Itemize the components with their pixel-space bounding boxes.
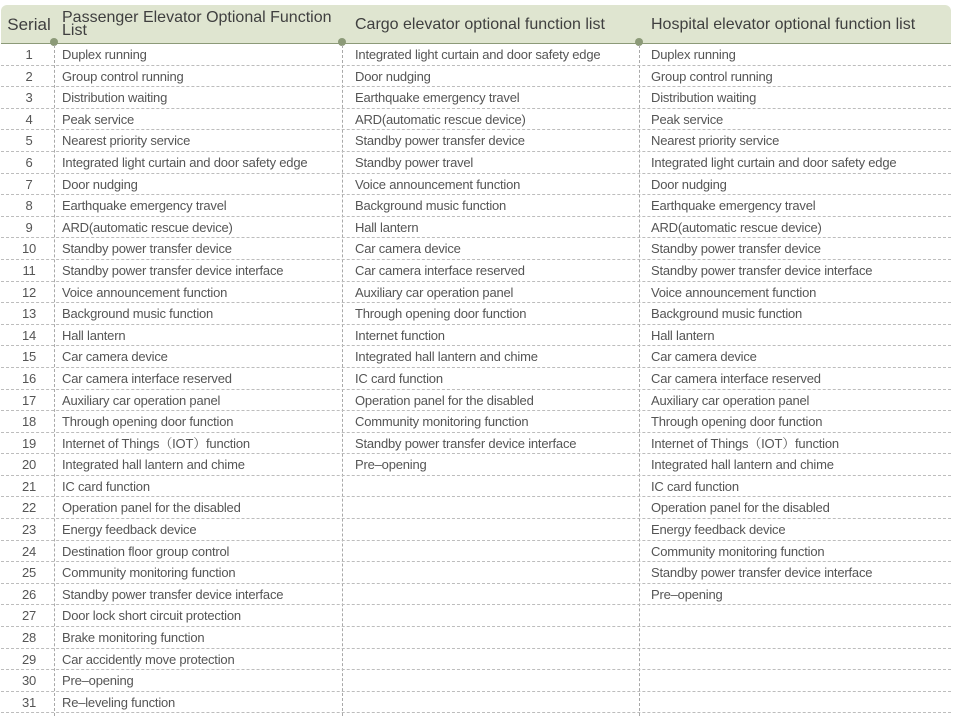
table-body <box>1 44 951 713</box>
table-row <box>1 433 951 455</box>
serial-cell: 16 <box>21 370 37 386</box>
hospital-function-cell: Peak service <box>651 111 724 127</box>
hospital-function-cell: Operation panel for the disabled <box>651 500 830 516</box>
serial-cell: 14 <box>21 327 37 343</box>
serial-cell: 29 <box>21 651 37 667</box>
header-passenger: Passenger Elevator Optional Function List <box>62 9 332 39</box>
passenger-function-cell: Duplex running <box>62 47 147 62</box>
hospital-function-cell: Background music function <box>651 306 803 322</box>
cargo-function-cell: Voice announcement function <box>355 176 521 192</box>
passenger-function-cell: Door lock short circuit protection <box>62 608 241 624</box>
table-row <box>1 627 951 649</box>
table-row <box>1 325 951 347</box>
passenger-function-cell: Operation panel for the disabled <box>62 500 241 516</box>
cargo-function-cell: Auxiliary car operation panel <box>355 284 514 300</box>
passenger-function-cell: Integrated hall lantern and chime <box>62 457 245 473</box>
serial-cell: 6 <box>25 154 33 170</box>
passenger-function-cell: Peak service <box>62 111 135 127</box>
table-row <box>1 368 951 390</box>
table-row <box>1 66 951 88</box>
serial-cell: 28 <box>21 630 37 646</box>
serial-cell: 18 <box>21 414 37 430</box>
table-row <box>1 670 951 692</box>
cargo-function-cell: Earthquake emergency travel <box>355 90 520 106</box>
passenger-function-cell: Brake monitoring function <box>62 630 205 646</box>
hospital-function-cell: Duplex running <box>651 47 736 62</box>
passenger-function-cell: Internet of Things（IOT）function <box>62 435 250 451</box>
serial-cell: 2 <box>25 68 33 84</box>
cargo-function-cell: Car camera interface reserved <box>355 262 525 278</box>
passenger-function-cell: Standby power transfer device interface <box>62 586 284 602</box>
passenger-function-cell: Voice announcement function <box>62 284 228 300</box>
hospital-function-cell: Community monitoring function <box>651 543 825 559</box>
table-row <box>1 454 951 476</box>
cargo-function-cell: Standby power transfer device <box>355 133 525 149</box>
hospital-function-cell: Voice announcement function <box>651 284 817 300</box>
serial-cell: 27 <box>21 608 37 624</box>
cargo-function-cell: Background music function <box>355 198 507 214</box>
cargo-function-cell: Pre–opening <box>355 457 427 473</box>
hospital-function-cell: Group control running <box>651 68 773 84</box>
serial-cell: 31 <box>21 694 37 710</box>
cargo-function-cell: Standby power transfer device interface <box>355 435 577 451</box>
hospital-function-cell: Auxiliary car operation panel <box>651 392 810 408</box>
passenger-function-cell: Pre–opening <box>62 673 134 689</box>
serial-cell: 22 <box>21 500 37 516</box>
serial-cell: 30 <box>21 673 37 689</box>
table-row <box>1 152 951 174</box>
cargo-function-cell: Internet function <box>355 327 445 343</box>
table-row <box>1 260 951 282</box>
table-row <box>1 390 951 412</box>
passenger-function-cell: Integrated light curtain and door safety edge <box>62 154 308 170</box>
serial-cell: 9 <box>25 219 33 235</box>
serial-cell: 7 <box>25 176 33 192</box>
hospital-function-cell: Integrated hall lantern and chime <box>651 457 834 473</box>
hospital-function-cell: Car camera interface reserved <box>651 370 821 386</box>
hospital-function-cell: Internet of Things（IOT）function <box>651 435 839 451</box>
passenger-function-cell: Car accidently move protection <box>62 651 235 667</box>
cargo-function-cell: Integrated light curtain and door safety edge <box>355 47 601 62</box>
cargo-function-cell: Door nudging <box>355 68 431 84</box>
serial-cell: 17 <box>21 392 37 408</box>
passenger-function-cell: Earthquake emergency travel <box>62 198 227 214</box>
hospital-function-cell: Door nudging <box>651 176 727 192</box>
table-row <box>1 238 951 260</box>
hospital-function-cell: Earthquake emergency travel <box>651 198 816 214</box>
passenger-function-cell: Door nudging <box>62 176 138 192</box>
table-row <box>1 217 951 239</box>
table-row <box>1 692 951 714</box>
table-header <box>1 5 951 44</box>
table-row <box>1 649 951 671</box>
passenger-function-cell: Background music function <box>62 306 214 322</box>
passenger-function-cell: Distribution waiting <box>62 90 168 106</box>
table-row <box>1 130 951 152</box>
serial-cell: 25 <box>21 565 37 581</box>
serial-cell: 13 <box>21 306 37 322</box>
table-row <box>1 87 951 109</box>
passenger-function-cell: Auxiliary car operation panel <box>62 392 221 408</box>
passenger-function-cell: Hall lantern <box>62 327 126 343</box>
table-row <box>1 44 951 66</box>
table-row <box>1 174 951 196</box>
hospital-function-cell: Hall lantern <box>651 327 715 343</box>
cargo-function-cell: ARD(automatic rescue device) <box>355 111 526 127</box>
cargo-function-cell: Through opening door function <box>355 306 527 322</box>
serial-cell: 1 <box>25 47 33 62</box>
header-serial: Serial <box>7 14 51 34</box>
serial-cell: 8 <box>25 198 33 214</box>
table-row <box>1 346 951 368</box>
passenger-function-cell: Car camera interface reserved <box>62 370 232 386</box>
passenger-function-cell: Energy feedback device <box>62 522 197 538</box>
table-row <box>1 303 951 325</box>
table-row <box>1 282 951 304</box>
passenger-function-cell: Destination floor group control <box>62 543 230 559</box>
table-row <box>1 541 951 563</box>
function-table <box>1 5 951 713</box>
serial-cell: 12 <box>21 284 37 300</box>
serial-cell: 26 <box>21 586 37 602</box>
hospital-function-cell: Nearest priority service <box>651 133 780 149</box>
serial-cell: 15 <box>21 349 37 365</box>
passenger-function-cell: Car camera device <box>62 349 168 365</box>
hospital-function-cell: Standby power transfer device interface <box>651 565 873 581</box>
table-row <box>1 411 951 433</box>
table-row <box>1 605 951 627</box>
hospital-function-cell: ARD(automatic rescue device) <box>651 219 822 235</box>
passenger-function-cell: Standby power transfer device interface <box>62 262 284 278</box>
hospital-function-cell: IC card function <box>651 478 739 494</box>
hospital-function-cell: Car camera device <box>651 349 757 365</box>
hospital-function-cell: Standby power transfer device interface <box>651 262 873 278</box>
table-row <box>1 497 951 519</box>
hospital-function-cell: Through opening door function <box>651 414 823 430</box>
cargo-function-cell: Integrated hall lantern and chime <box>355 349 538 365</box>
passenger-function-cell: Group control running <box>62 68 184 84</box>
table-row <box>1 519 951 541</box>
hospital-function-cell: Energy feedback device <box>651 522 786 538</box>
cargo-function-cell: Operation panel for the disabled <box>355 392 534 408</box>
serial-cell: 23 <box>21 522 37 538</box>
passenger-function-cell: ARD(automatic rescue device) <box>62 219 233 235</box>
cargo-function-cell: Hall lantern <box>355 219 419 235</box>
passenger-function-cell: Nearest priority service <box>62 133 191 149</box>
hospital-function-cell: Integrated light curtain and door safety edge <box>651 154 897 170</box>
serial-cell: 3 <box>25 90 33 106</box>
hospital-function-cell: Pre–opening <box>651 586 723 602</box>
cargo-function-cell: Standby power travel <box>355 154 474 170</box>
table-row <box>1 109 951 131</box>
hospital-function-cell: Distribution waiting <box>651 90 757 106</box>
serial-cell: 4 <box>25 111 33 127</box>
serial-cell: 24 <box>21 543 37 559</box>
cargo-function-cell: Car camera device <box>355 241 461 257</box>
passenger-function-cell: Standby power transfer device <box>62 241 232 257</box>
header-hospital: Hospital elevator optional function list <box>651 15 916 33</box>
cargo-function-cell: Community monitoring function <box>355 414 529 430</box>
table-row <box>1 476 951 498</box>
passenger-function-cell: Through opening door function <box>62 414 234 430</box>
serial-cell: 11 <box>22 262 36 278</box>
serial-cell: 5 <box>25 133 33 149</box>
hospital-function-cell: Standby power transfer device <box>651 241 821 257</box>
cargo-function-cell: IC card function <box>355 370 443 386</box>
table-row <box>1 195 951 217</box>
serial-cell: 19 <box>21 435 37 451</box>
passenger-function-cell: Community monitoring function <box>62 565 236 581</box>
passenger-function-cell: IC card function <box>62 478 150 494</box>
passenger-function-cell: Re–leveling function <box>62 694 176 710</box>
table-row <box>1 562 951 584</box>
serial-cell: 21 <box>21 478 37 494</box>
serial-cell: 10 <box>21 241 37 257</box>
table-row <box>1 584 951 606</box>
serial-cell: 20 <box>21 457 37 473</box>
header-cargo: Cargo elevator optional function list <box>355 15 605 33</box>
